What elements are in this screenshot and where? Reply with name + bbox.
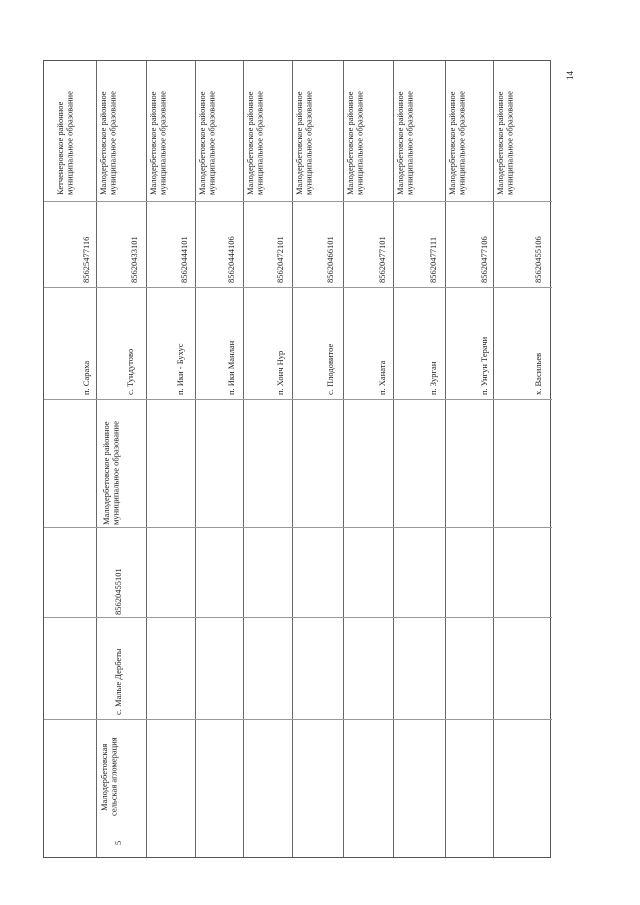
row-divider [44, 719, 552, 720]
column-divider [493, 61, 494, 857]
settlement-cell: п. Ханата [377, 360, 387, 395]
settlement-cell: п. Хонч Нур [275, 350, 285, 395]
municipal-cell: Малодербетовское районное муниципальное образование [148, 91, 168, 195]
settlement-cell: с. Тундутово [125, 348, 135, 395]
municipal-cell: Малодербетовское районное муниципальное образование [495, 91, 515, 195]
column-divider [96, 61, 97, 857]
code-cell: 85620477101 [377, 236, 387, 283]
settlement-cell: п. Сараха [81, 360, 91, 395]
center-code-cell: 85620455101 [113, 568, 123, 615]
agglomeration-cell: Малодербетовская сельская агломерация [99, 737, 119, 817]
center-settlement-cell: с. Малые Дербеты [113, 648, 123, 715]
settlement-cell: п. Унгун Терачи [479, 336, 489, 395]
code-cell: 85620477111 [428, 236, 438, 283]
municipal-cell: Малодербетовское районное муниципальное образование [345, 91, 365, 195]
page-number: 14 [565, 71, 575, 80]
municipal-cell: Малодербетовское районное муниципальное образование [447, 91, 467, 195]
municipal-cell: Малодербетовское районное муниципальное образование [98, 91, 118, 195]
code-cell: 85620444106 [226, 236, 236, 283]
row-divider [44, 201, 552, 202]
settlement-cell: п. Ики Манлан [226, 340, 236, 395]
column-divider [146, 61, 147, 857]
center-municipal-cell: Малодербетовское районное муниципальное образование [101, 421, 121, 525]
column-divider [292, 61, 293, 857]
settlement-cell: п. Зурган [428, 361, 438, 395]
municipal-cell: Малодербетовское районное муниципальное образование [395, 91, 415, 195]
group-number-cell: 5 [113, 840, 123, 846]
municipal-cell: Малодербетовское районное муниципальное образование [294, 91, 314, 195]
row-divider [44, 617, 552, 618]
settlement-cell: х. Васильев [533, 352, 543, 395]
settlement-cell: п. Ики - Бухус [175, 343, 185, 395]
column-divider [445, 61, 446, 857]
row-divider [44, 399, 552, 400]
code-cell: 85625477116 [81, 236, 91, 283]
column-divider [243, 61, 244, 857]
municipal-cell: Малодербетовское районное муниципальное образование [245, 91, 265, 195]
column-divider [343, 61, 344, 857]
code-cell: 85620433101 [129, 236, 139, 283]
code-cell: 85620472101 [275, 236, 285, 283]
settlement-cell: с. Плодовитое [325, 343, 335, 395]
code-cell: 85620477106 [479, 236, 489, 283]
code-cell: 85620466101 [325, 236, 335, 283]
row-divider [44, 527, 552, 528]
column-divider [393, 61, 394, 857]
code-cell: 85620455106 [533, 236, 543, 283]
column-divider [195, 61, 196, 857]
settlement-table [43, 60, 551, 858]
row-divider [44, 287, 552, 288]
code-cell: 85620444101 [179, 236, 189, 283]
municipal-cell: Кетченеровское районное муниципальное образование [55, 91, 75, 195]
municipal-cell: Малодербетовское районное муниципальное образование [197, 91, 217, 195]
